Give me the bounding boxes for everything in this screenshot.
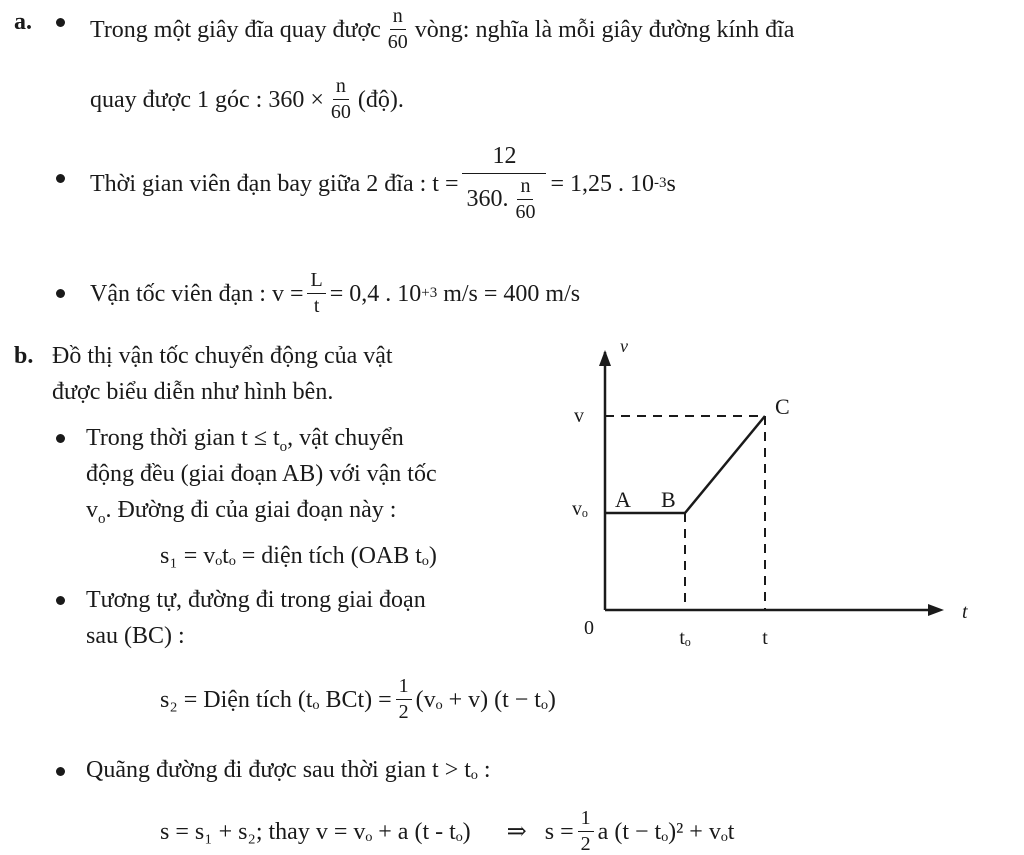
bullet [56, 767, 65, 776]
part-a-line-1 [90, 6, 794, 53]
part-a-line-2: quay được 1 góc : 360 × $\frac{n}{60}$ (độ). [90, 75, 404, 123]
fraction-one-half: $\frac{1}{2}$ [578, 808, 594, 855]
part-b-marker: b. [14, 343, 34, 369]
point-a-label: A [615, 487, 631, 512]
bullet-ab-line-2: động đều (giai đoạn AB) với vận tốc [86, 461, 437, 487]
bullet-total-distance: Quãng đường đi được sau thời gian t > tₒ : [86, 757, 491, 783]
v0-tick-label: vₒ [572, 498, 588, 520]
origin-label: 0 [584, 617, 594, 639]
fraction-n-over-60: $\frac{n}{60}$ [330, 75, 351, 123]
equation-s2: s₂ = Diện tích (tₒ BCt) = $\frac{1}{2}$ (vₒ + v) (t − tₒ) [160, 675, 556, 723]
y-axis-label: v [620, 336, 628, 356]
bullet-bc-line-1: Tương tự, đường đi trong giai đoạn [86, 587, 426, 613]
point-c-label: C [775, 394, 790, 419]
equation-s1: s₁ = vₒtₒ = diện tích (OAB tₒ) [160, 543, 437, 569]
fraction-one-half: $\frac{1}{2}$ [396, 676, 412, 723]
x-axis-label: t [962, 601, 968, 623]
line1-pre: Trong một giây đĩa quay được [90, 16, 381, 43]
bullet-ab-line-3: $v_o$. Đường đi của giai đoạn này : [86, 497, 397, 527]
intro-line-2: được biểu diễn như hình bên. [52, 379, 334, 405]
part-a-marker: a. [14, 9, 32, 35]
bullet [56, 18, 65, 27]
bullet [56, 434, 65, 443]
bullet-bc-line-2: sau (BC) : [86, 623, 185, 649]
bullet [56, 289, 65, 298]
point-b-label: B [661, 487, 676, 512]
intro-line-1: Đồ thị vận tốc chuyển động của vật [52, 343, 393, 369]
bullet [56, 596, 65, 605]
bullet-ab-line-1: Trong thời gian $t \le t_o$, vật chuyển [86, 425, 404, 455]
equation-final: s = s₁ + s₂; thay v = vₒ + a (t - tₒ) ⇒ s = $\frac{1}{2}$ a (t − tₒ)² + vₒt [160, 807, 735, 855]
t-tick-label: t [762, 627, 768, 649]
bullet-flight-time: Thời gian viên đạn bay giữa 2 đĩa : t = 12 360. $\frac{n}{60}$ = 1,25 . 10 -3 s [90, 143, 676, 224]
bullet [56, 174, 65, 183]
fraction-n-over-60: $\frac{n}{60}$ [387, 5, 408, 53]
y-axis-arrow [599, 350, 611, 366]
velocity-time-graph [560, 330, 980, 660]
segment-bc [685, 416, 765, 513]
bullet-velocity: Vận tốc viên đạn : v = $\frac{L}{t}$ = 0,4 . 10 +3 m/s = 400 m/s [90, 269, 581, 317]
x-axis-arrow [928, 604, 944, 616]
t0-tick-label: tₒ [679, 627, 691, 649]
line1-post: vòng: nghĩa là mỗi giây đường kính đĩa [414, 16, 795, 43]
fraction-flight-time: 12 360. $\frac{n}{60}$ [462, 144, 546, 223]
v-tick-label: v [574, 405, 584, 427]
fraction-l-over-t: $\frac{L}{t}$ [307, 270, 325, 317]
